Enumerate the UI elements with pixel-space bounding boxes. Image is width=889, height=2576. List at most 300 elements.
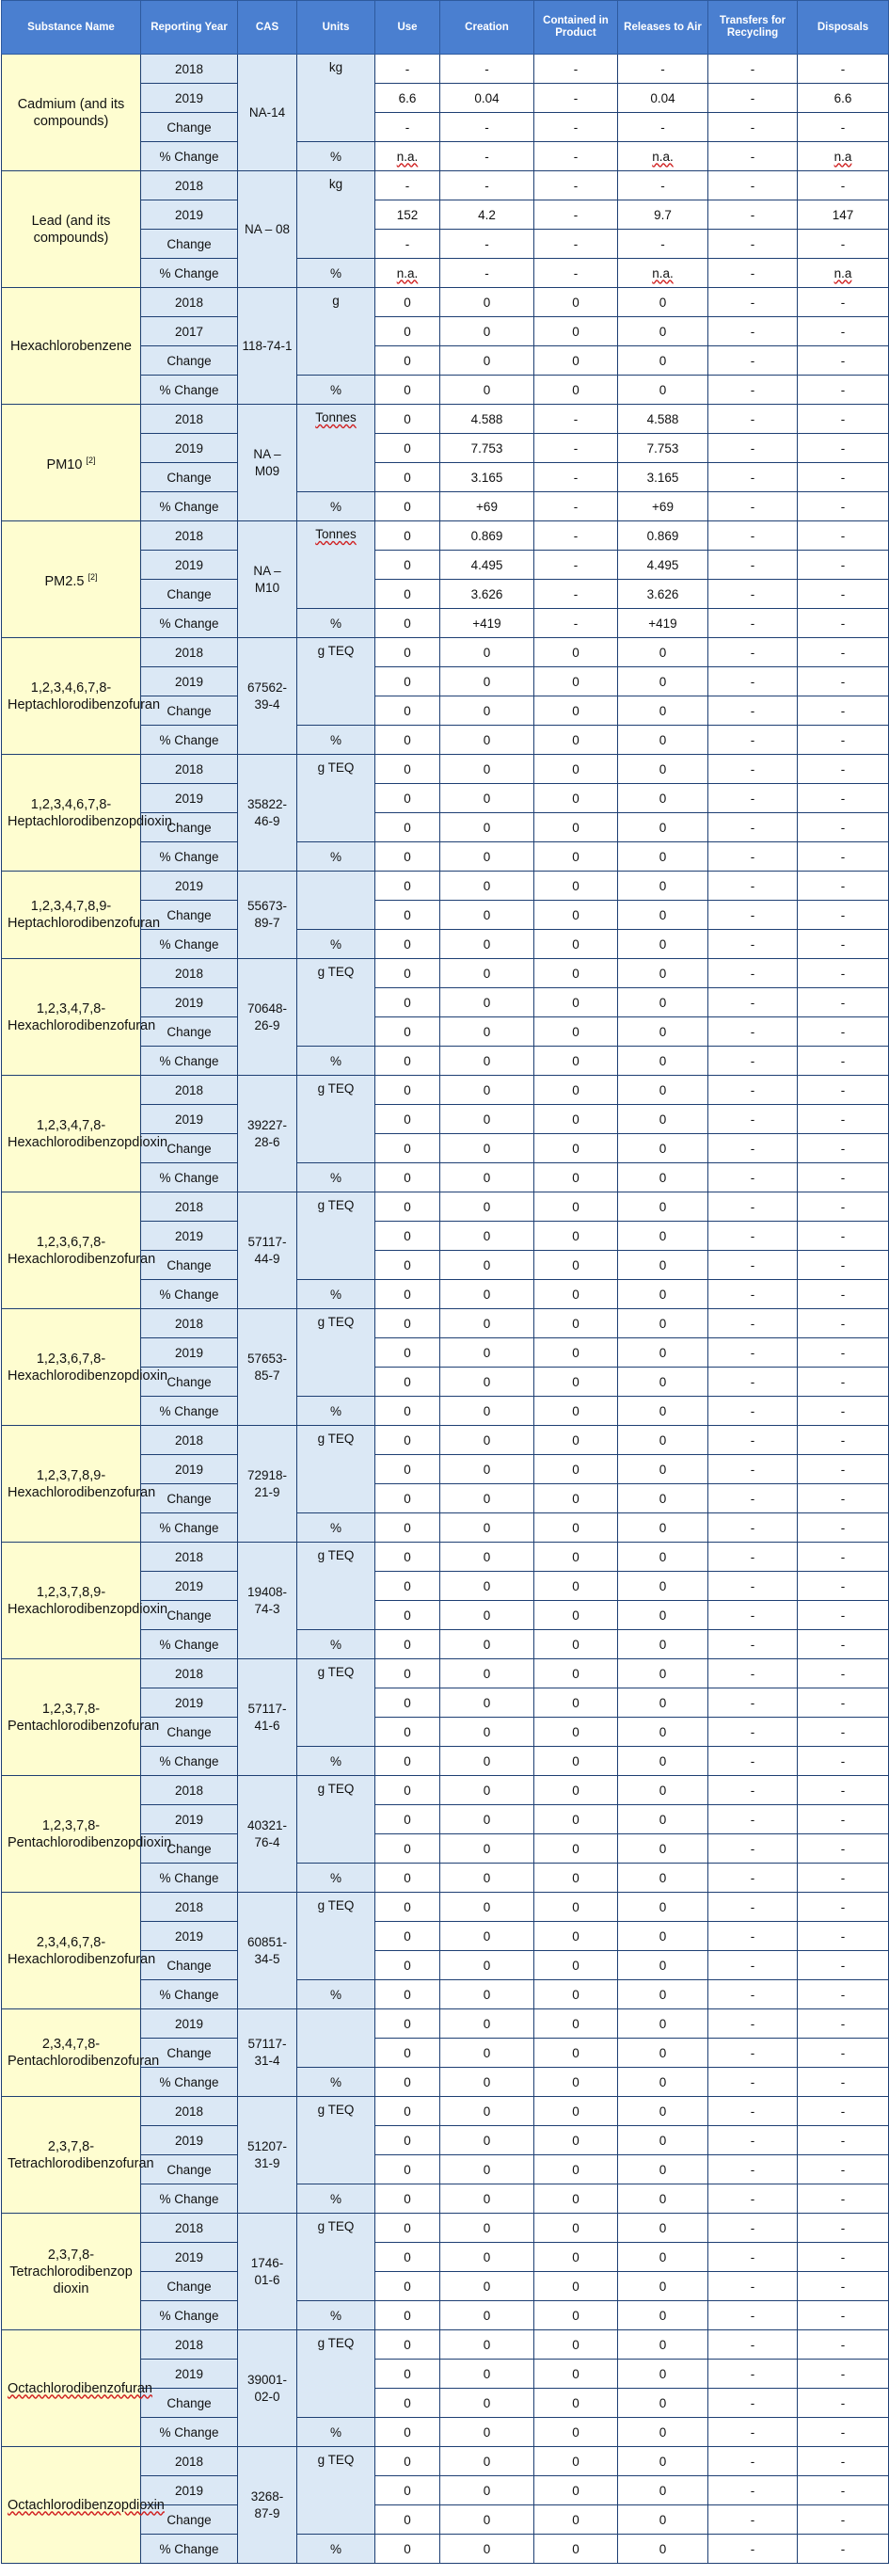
transfers-for-recycling-value: - [750,382,755,397]
releases-to-air-value: 0 [659,2395,667,2410]
use-cell [375,463,440,492]
units-cell [297,1776,375,1864]
creation-cell [440,813,534,842]
use-value: 0 [404,1024,411,1039]
releases-to-air-value: 0 [659,966,667,981]
disposals-cell [798,2214,889,2243]
use-cell [375,288,440,317]
releases-to-air-value: 0 [659,2162,667,2177]
creation-value: 4.588 [470,411,503,426]
contained-in-product-value: - [573,528,579,543]
use-cell [375,1455,440,1484]
unit-label: g TEQ [317,2453,355,2467]
releases-to-air-cell [618,1718,708,1747]
releases-to-air-value: 0 [659,2220,667,2235]
disposals-value: - [840,2220,846,2235]
creation-value: 0 [483,1549,491,1564]
reporting-year-cell: % Change [141,1047,238,1076]
contained-in-product-cell [534,1397,618,1426]
transfers-for-recycling-value: - [750,149,755,164]
creation-cell [440,2155,534,2184]
contained-in-product-cell [534,1455,618,1484]
releases-to-air-value: 0 [659,1578,667,1593]
substance-name: 1,2,3,4,7,8-Hexachlorodibenzopdioxin [8,1117,168,1150]
disposals-cell [798,872,889,901]
transfers-for-recycling-cell [708,317,798,346]
contained-in-product-value: 0 [572,2483,579,2498]
disposals-value: - [840,1520,846,1535]
releases-to-air-cell [618,2184,708,2214]
releases-to-air-cell [618,84,708,113]
creation-value: 0 [483,1170,491,1185]
releases-to-air-cell [618,1543,708,1572]
creation-cell [440,2505,534,2535]
transfers-for-recycling-value: - [750,966,755,981]
contained-in-product-value: - [573,411,579,426]
substance-name-cell [2,1893,156,2009]
disposals-cell [798,1105,889,1134]
use-value: 0 [404,761,411,776]
units-cell [297,55,375,142]
releases-to-air-cell [618,2360,708,2389]
creation-cell [440,551,534,580]
table-row [2,1776,889,1805]
use-value: 0 [404,1053,411,1068]
disposals-cell [798,667,889,696]
disposals-cell [798,1484,889,1513]
releases-to-air-cell [618,638,708,667]
use-cell [375,1980,440,2009]
creation-value: - [484,61,489,76]
use-cell [375,2068,440,2097]
transfers-for-recycling-value: - [750,1841,755,1856]
table-row [2,872,889,901]
releases-to-air-value: 0 [659,2512,667,2527]
transfers-for-recycling-value: - [750,616,755,631]
transfers-for-recycling-cell [708,200,798,230]
transfers-for-recycling-value: - [750,2104,755,2119]
transfers-for-recycling-value: - [750,1170,755,1185]
percent-unit-cell: % [297,1280,375,1309]
reporting-year-cell: 2018 [141,55,238,84]
reporting-year-cell: Change [141,2039,238,2068]
use-cell [375,2476,440,2505]
creation-cell [440,901,534,930]
substance-name: 1,2,3,4,7,8,9-Heptachlorodibenzofuran [8,899,161,931]
cas-number-cell: NA – M10 [238,521,297,638]
percent-unit-cell: % [297,2184,375,2214]
use-cell [375,2330,440,2360]
creation-value: 0 [483,1666,491,1681]
use-cell [375,1076,440,1105]
unit-label: g [332,294,340,308]
creation-cell [440,2068,534,2097]
releases-to-air-value: 0 [659,703,667,718]
transfers-for-recycling-cell [708,2097,798,2126]
creation-value: 0 [483,324,491,339]
releases-to-air-cell [618,726,708,755]
releases-to-air-value: 0 [659,1024,667,1039]
releases-to-air-cell [618,2214,708,2243]
reporting-year-cell: % Change [141,2184,238,2214]
releases-to-air-value: 0 [659,2074,667,2089]
creation-value: 0 [483,761,491,776]
transfers-for-recycling-value: - [750,1053,755,1068]
contained-in-product-value: 0 [572,1987,579,2002]
substance-name: 1,2,3,4,6,7,8-Heptachlorodibenzopdioxin [8,796,172,829]
use-value: 0 [404,1141,411,1156]
contained-in-product-cell [534,1601,618,1630]
reporting-year-cell: 2018 [141,1543,238,1572]
use-value: 0 [404,1958,411,1973]
releases-to-air-cell [618,1980,708,2009]
releases-to-air-cell [618,2418,708,2447]
substance-name: 1,2,3,7,8-Pentachlorodibenzopdioxin [8,1817,172,1850]
contained-in-product-value: 0 [572,1783,579,1798]
disposals-cell [798,200,889,230]
use-value: 0 [404,995,411,1010]
unit-label: g TEQ [317,965,355,979]
transfers-for-recycling-cell [708,2155,798,2184]
disposals-value: - [840,1462,846,1477]
substance-name: Cadmium (and its compounds) [17,96,125,129]
use-cell [375,959,440,988]
disposals-value: - [840,2541,846,2556]
creation-cell [440,2126,534,2155]
substance-name-cell [2,1426,156,1543]
disposals-value: - [840,236,846,251]
cas-number-cell: 72918-21-9 [238,1426,297,1543]
contained-in-product-cell [534,1805,618,1834]
releases-to-air-value: 0 [659,1812,667,1827]
disposals-cell [798,2360,889,2389]
disposals-value: - [840,557,846,572]
reporting-year-cell: Change [141,463,238,492]
releases-to-air-value: 0 [659,878,667,893]
transfers-for-recycling-cell [708,1747,798,1776]
contained-in-product-value: - [573,90,579,105]
creation-value: 0 [483,295,491,310]
contained-in-product-value: 0 [572,1257,579,1272]
disposals-value: - [840,820,846,835]
disposals-value: - [840,295,846,310]
use-value: 0 [404,1987,411,2002]
reporting-year-cell: 2019 [141,2360,238,2389]
use-cell [375,492,440,521]
disposals-value: - [840,1491,846,1506]
contained-in-product-cell [534,84,618,113]
disposals-value: - [840,2074,846,2089]
creation-value: 0 [483,1462,491,1477]
disposals-value: - [840,2249,846,2264]
contained-in-product-cell [534,1309,618,1338]
contained-in-product-cell [534,1718,618,1747]
use-value: 0 [404,1666,411,1681]
use-cell [375,1397,440,1426]
contained-in-product-cell [534,988,618,1017]
table-row [2,2330,889,2360]
reporting-year-cell: 2018 [141,171,238,200]
disposals-cell [798,2535,889,2564]
releases-to-air-cell [618,317,708,346]
transfers-for-recycling-cell [708,2009,798,2039]
contained-in-product-value: - [573,236,579,251]
disposals-cell [798,1893,889,1922]
contained-in-product-value: 0 [572,2279,579,2294]
use-value: 0 [404,1403,411,1418]
releases-to-air-cell [618,2126,708,2155]
releases-to-air-cell [618,463,708,492]
transfers-for-recycling-cell [708,2505,798,2535]
units-cell [297,405,375,492]
creation-value: 0 [483,1783,491,1798]
disposals-cell [798,346,889,376]
reporting-year-cell: 2018 [141,959,238,988]
use-cell [375,1922,440,1951]
disposals-cell [798,726,889,755]
releases-to-air-cell [618,1893,708,1922]
releases-to-air-cell [618,113,708,142]
contained-in-product-cell [534,259,618,288]
transfers-for-recycling-value: - [750,1374,755,1389]
creation-value: 7.753 [470,440,503,456]
cas-number-cell: 1746-01-6 [238,2214,297,2330]
disposals-value: 147 [832,207,854,222]
disposals-value: - [840,61,846,76]
transfers-for-recycling-cell [708,2272,798,2301]
releases-to-air-value: n.a. [652,149,674,164]
disposals-cell [798,1951,889,1980]
contained-in-product-value: 0 [572,2249,579,2264]
releases-to-air-cell [618,2155,708,2184]
releases-to-air-cell [618,901,708,930]
disposals-value: - [840,1724,846,1739]
transfers-for-recycling-cell [708,1163,798,1192]
creation-cell [440,1805,534,1834]
disposals-cell [798,55,889,84]
contained-in-product-value: 0 [572,2191,579,2206]
disposals-cell [798,463,889,492]
use-cell [375,259,440,288]
releases-to-air-cell [618,200,708,230]
releases-to-air-cell [618,667,708,696]
releases-to-air-value: 0.869 [646,528,679,543]
reporting-year-cell: 2019 [141,1338,238,1368]
use-value: 0 [404,732,411,747]
substance-name: 2,3,4,6,7,8-Hexachlorodibenzofuran [8,1934,156,1967]
releases-to-air-cell [618,492,708,521]
contained-in-product-value: 0 [572,674,579,689]
releases-to-air-value: 0 [659,2541,667,2556]
creation-value: 0 [483,2016,491,2031]
releases-to-air-cell [618,2505,708,2535]
use-value: 0 [404,2104,411,2119]
transfers-for-recycling-cell [708,1834,798,1864]
contained-in-product-cell [534,288,618,317]
reporting-year-cell: Change [141,1368,238,1397]
contained-in-product-value: 0 [572,878,579,893]
disposals-cell [798,171,889,200]
disposals-cell [798,2418,889,2447]
creation-cell [440,1397,534,1426]
substance-name: Octachlorodibenzopdioxin [8,2497,165,2513]
use-value: 0 [404,2512,411,2527]
disposals-cell [798,1980,889,2009]
creation-value: 0 [483,1432,491,1448]
reporting-year-cell: 2018 [141,2447,238,2476]
emissions-table [1,0,889,2564]
disposals-value: - [840,1082,846,1097]
use-value: 0 [404,1578,411,1593]
unit-label: g TEQ [317,760,355,775]
transfers-for-recycling-cell [708,1980,798,2009]
releases-to-air-value: 0 [659,1228,667,1243]
transfers-for-recycling-cell [708,1192,798,1222]
reporting-year-cell: 2018 [141,1893,238,1922]
contained-in-product-value: 0 [572,2454,579,2469]
releases-to-air-value: - [660,61,665,76]
transfers-for-recycling-cell [708,1688,798,1718]
use-cell [375,901,440,930]
percent-unit-cell: % [297,609,375,638]
contained-in-product-value: 0 [572,1141,579,1156]
percent-unit-cell: % [297,492,375,521]
units-cell [297,1543,375,1630]
cas-number-cell: 57117-41-6 [238,1659,297,1776]
transfers-for-recycling-cell [708,84,798,113]
releases-to-air-value: 0 [659,2104,667,2119]
contained-in-product-cell [534,1047,618,1076]
header-creation: Creation [440,1,534,55]
use-cell [375,1718,440,1747]
use-cell [375,1017,440,1047]
releases-to-air-value: 0 [659,2279,667,2294]
units-cell [297,288,375,376]
disposals-cell [798,2155,889,2184]
transfers-for-recycling-cell [708,638,798,667]
contained-in-product-cell [534,2009,618,2039]
footnote-marker: [2] [86,456,96,466]
use-value: 0 [404,382,411,397]
creation-value: 0 [483,1520,491,1535]
cas-number-cell: 39001-02-0 [238,2330,297,2447]
contained-in-product-cell [534,1251,618,1280]
units-cell [297,755,375,842]
use-cell [375,1222,440,1251]
releases-to-air-value: 0 [659,1082,667,1097]
percent-unit-cell: % [297,259,375,288]
use-value: 0 [404,2074,411,2089]
disposals-value: - [840,2104,846,2119]
creation-value: 0.869 [470,528,503,543]
contained-in-product-value: 0 [572,995,579,1010]
transfers-for-recycling-cell [708,55,798,84]
releases-to-air-value: 0 [659,1899,667,1914]
units-cell [297,1192,375,1280]
transfers-for-recycling-cell [708,434,798,463]
reporting-year-cell: 2018 [141,2330,238,2360]
releases-to-air-value: 0 [659,382,667,397]
units-cell [297,1076,375,1163]
percent-unit-cell: % [297,1747,375,1776]
contained-in-product-cell [534,959,618,988]
releases-to-air-cell [618,521,708,551]
creation-value: - [484,236,489,251]
contained-in-product-value: 0 [572,1695,579,1710]
contained-in-product-cell [534,2068,618,2097]
reporting-year-cell: 2019 [141,872,238,901]
transfers-for-recycling-cell [708,1922,798,1951]
releases-to-air-value: 0 [659,2424,667,2440]
releases-to-air-cell [618,1747,708,1776]
releases-to-air-value: 0 [659,1374,667,1389]
transfers-for-recycling-value: - [750,1491,755,1506]
use-value: 0 [404,411,411,426]
table-row [2,2097,889,2126]
creation-value: 0 [483,936,491,952]
contained-in-product-cell [534,2272,618,2301]
creation-cell [440,1630,534,1659]
substance-name-cell [2,1076,168,1192]
creation-value: 0 [483,1491,491,1506]
creation-value: 0 [483,382,491,397]
contained-in-product-cell [534,200,618,230]
contained-in-product-value: 0 [572,1082,579,1097]
transfers-for-recycling-value: - [750,1695,755,1710]
releases-to-air-value: 0 [659,761,667,776]
contained-in-product-cell [534,667,618,696]
use-value: 0 [404,1695,411,1710]
creation-value: 0 [483,2424,491,2440]
use-value: 0 [404,966,411,981]
transfers-for-recycling-value: - [750,645,755,660]
substance-name-cell [2,959,156,1076]
creation-cell [440,1076,534,1105]
releases-to-air-value: 0 [659,1841,667,1856]
contained-in-product-value: 0 [572,295,579,310]
transfers-for-recycling-cell [708,609,798,638]
disposals-cell [798,1776,889,1805]
use-cell [375,2184,440,2214]
releases-to-air-cell [618,1338,708,1368]
use-value: 0 [404,849,411,864]
releases-to-air-cell [618,1572,708,1601]
releases-to-air-cell [618,376,708,405]
releases-to-air-value: 0 [659,2366,667,2381]
contained-in-product-cell [534,2126,618,2155]
contained-in-product-cell [534,463,618,492]
unit-label: g TEQ [317,1665,355,1679]
transfers-for-recycling-cell [708,2360,798,2389]
releases-to-air-cell [618,1309,708,1338]
creation-value: 3.626 [470,586,503,601]
substance-name-cell [2,755,172,872]
transfers-for-recycling-cell [708,171,798,200]
releases-to-air-cell [618,2301,708,2330]
use-cell [375,1630,440,1659]
use-cell [375,2389,440,2418]
releases-to-air-value: 0 [659,1316,667,1331]
disposals-value: - [840,995,846,1010]
transfers-for-recycling-cell [708,2447,798,2476]
disposals-value: - [840,936,846,952]
releases-to-air-value: 0 [659,2016,667,2031]
creation-cell [440,113,534,142]
disposals-cell [798,959,889,988]
contained-in-product-cell [534,1338,618,1368]
disposals-cell [798,2039,889,2068]
creation-value: 0 [483,1637,491,1652]
